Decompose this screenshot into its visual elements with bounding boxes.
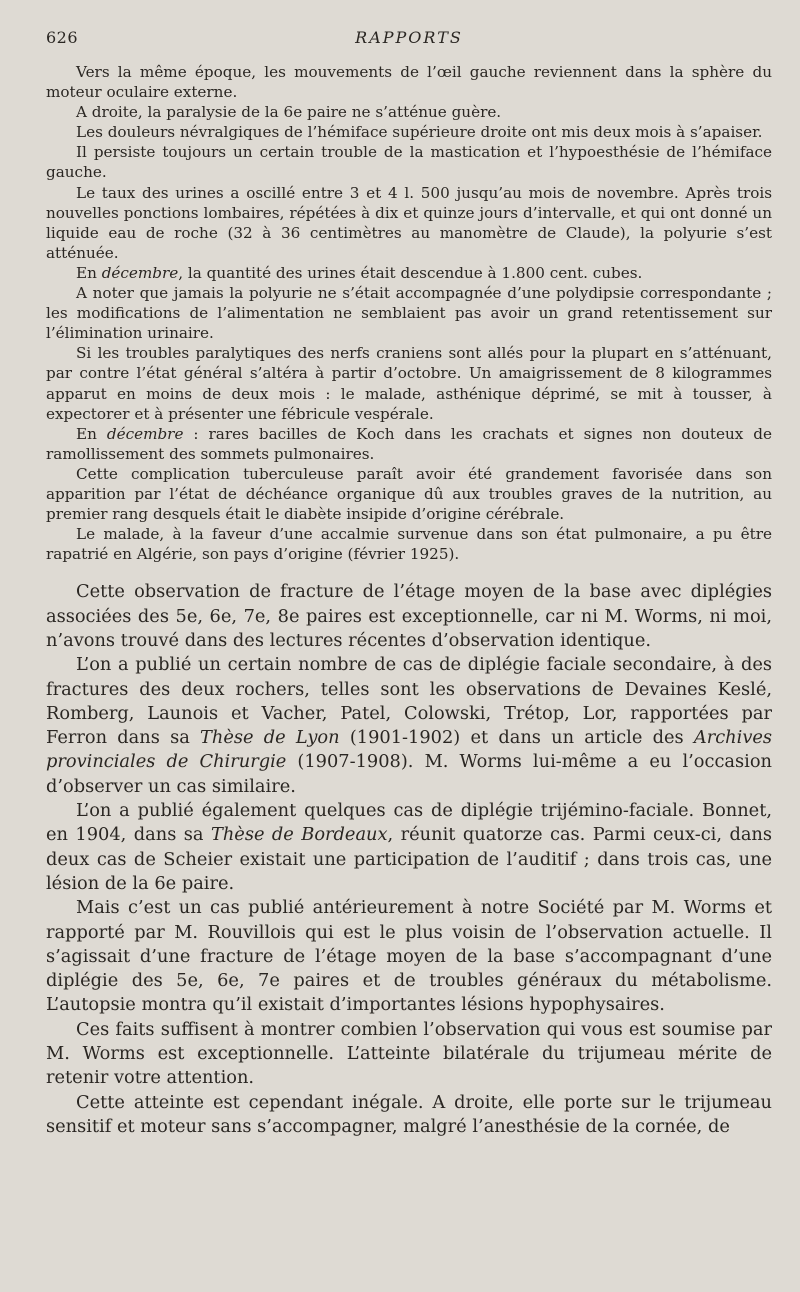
case-report-text <box>46 62 772 564</box>
text-run: Cette observation de fracture de l’étage moyen de la base avec diplégies associées des 5e, 6e, 7e, 8e paires est exceptionnelle, car ni M. Worms, ni moi, n’avons trouvé dans des lectures récentes d’observation identique. <box>46 581 772 651</box>
report-paragraph <box>46 464 772 524</box>
text-run: Cette complication tuberculeuse paraît avoir été grandement favorisée dans son apparition par l’état de déchéance organique dû aux troubles graves de la nutrition, au premier rang desquels était le diabète insipide d’origine cérébrale. <box>46 464 772 524</box>
text-run: (1907-1908). M. Worms lui-même a eu l’occasion d’observer un cas similaire. <box>46 751 772 797</box>
text-run: : rares bacilles de Koch dans les crachats et signes non douteux de ramollissement des sommets pulmonaires. <box>46 424 772 463</box>
text-run: En <box>76 424 107 443</box>
text-run: A droite, la paralysie de la 6e paire ne s’atténue guère. <box>76 103 502 122</box>
text-run: En <box>76 263 102 282</box>
report-paragraph <box>46 424 772 464</box>
running-title: RAPPORTS <box>355 28 463 47</box>
report-paragraph <box>46 102 772 122</box>
italic-text: Thèse de Lyon <box>200 727 340 749</box>
commentary-paragraph <box>46 896 772 1017</box>
text-run: L’on a publié un certain nombre de cas de diplégie faciale secondaire, à des fractures des deux rochers, telles sont les observations de Devaines Keslé, Romberg, Launois et Vacher, Patel, Colowski, Trétop, Lor, rapportées par Ferron dans sa <box>46 654 772 749</box>
italic-text: décembre <box>106 424 184 443</box>
text-run: A noter que jamais la polyurie ne s’était accompagnée d’une polydipsie correspondante ; les modifications de l’alimentation ne semblaient pas avoir un grand retentissement sur l’élimination urinaire. <box>46 284 772 343</box>
commentary-text <box>46 580 772 1139</box>
page-header <box>46 28 772 62</box>
text-run: Les douleurs névralgiques de l’hémiface supérieure droite ont mis deux mois à s’apaiser. <box>76 123 763 142</box>
commentary-paragraph <box>46 1091 772 1140</box>
text-run: Le malade, à la faveur d’une accalmie survenue dans son état pulmonaire, a pu être rapatrié en Algérie, son pays d’origine (février 1925). <box>46 525 772 564</box>
text-run: L’on a publié également quelques cas de diplégie trijémino-faciale. Bonnet, en 1904, dans sa <box>46 800 772 846</box>
text-run: , la quantité des urines était descendue à 1.800 cent. cubes. <box>178 263 643 282</box>
italic-text: décembre <box>101 263 179 282</box>
text-run: Cette atteinte est cependant inégale. A droite, elle porte sur le trijumeau sensitif et moteur sans s’accompagner, malgré l’anesthésie de la cornée, de <box>46 1091 772 1137</box>
text-run: Mais c’est un cas publié antérieurement à notre Société par M. Worms et rapporté par M. Rouvillois qui est le plus voisin de l’observation actuelle. Il s’agissait d’une fracture de l’étage moyen de la base s’accompagnant d’une diplégie des 5e, 6e, 7e paires et de troubles généraux du métabolisme. L’autopsie montra qu’il existait d’importantes lésions hypophysaires. <box>46 897 772 1016</box>
commentary-paragraph <box>46 799 772 896</box>
report-paragraph <box>46 62 772 102</box>
report-paragraph <box>46 283 772 343</box>
text-run: Vers la même époque, les mouvements de l’œil gauche reviennent dans la sphère du moteur oculaire externe. <box>46 63 772 102</box>
report-paragraph <box>46 263 772 283</box>
text-run: Le taux des urines a oscillé entre 3 et 4 l. 500 jusqu’au mois de novembre. Après trois nouvelles ponctions lombaires, répétées à dix et quinze jours d’intervalle, et qui ont donné un liquide eau de roche (32 à 36 centimètres au manomètre de Claude), la polyurie s’est atténuée. <box>46 183 772 262</box>
italic-text: Archives provinciales de Chirurgie <box>46 727 773 773</box>
text-run: (1901-1902) et dans un article des <box>339 727 694 749</box>
commentary-paragraph <box>46 580 772 653</box>
text-run: , réunit quatorze cas. Parmi ceux-ci, dans deux cas de Scheier existait une participation de l’auditif ; dans trois cas, une lésion de la 6e paire. <box>46 824 773 894</box>
page-number: 626 <box>46 28 79 47</box>
commentary-paragraph <box>46 653 772 799</box>
report-paragraph <box>46 142 772 182</box>
report-paragraph <box>46 524 772 564</box>
commentary-paragraph <box>46 1018 772 1091</box>
text-run: Il persiste toujours un certain trouble de la mastication et l’hypoesthésie de l’hémiface gauche. <box>46 143 772 182</box>
report-paragraph <box>46 122 772 142</box>
italic-text: Thèse de Bordeaux <box>210 824 388 846</box>
report-paragraph <box>46 183 772 263</box>
text-run: Ces faits suffisent à montrer combien l’observation qui vous est soumise par M. Worms est exceptionnelle. L’atteinte bilatérale du trijumeau mérite de retenir votre attention. <box>46 1018 772 1089</box>
report-paragraph <box>46 343 772 423</box>
text-run: Si les troubles paralytiques des nerfs craniens sont allés pour la plupart en s’atténuant, par contre l’état général s’altéra à partir d’octobre. Un amaigrissement de 8 kilogrammes apparut en moins de deux mois : le malade, asthénique déprimé, se mit à tousser, à expectorer et à présenter une fébricule vespérale. <box>46 344 772 423</box>
